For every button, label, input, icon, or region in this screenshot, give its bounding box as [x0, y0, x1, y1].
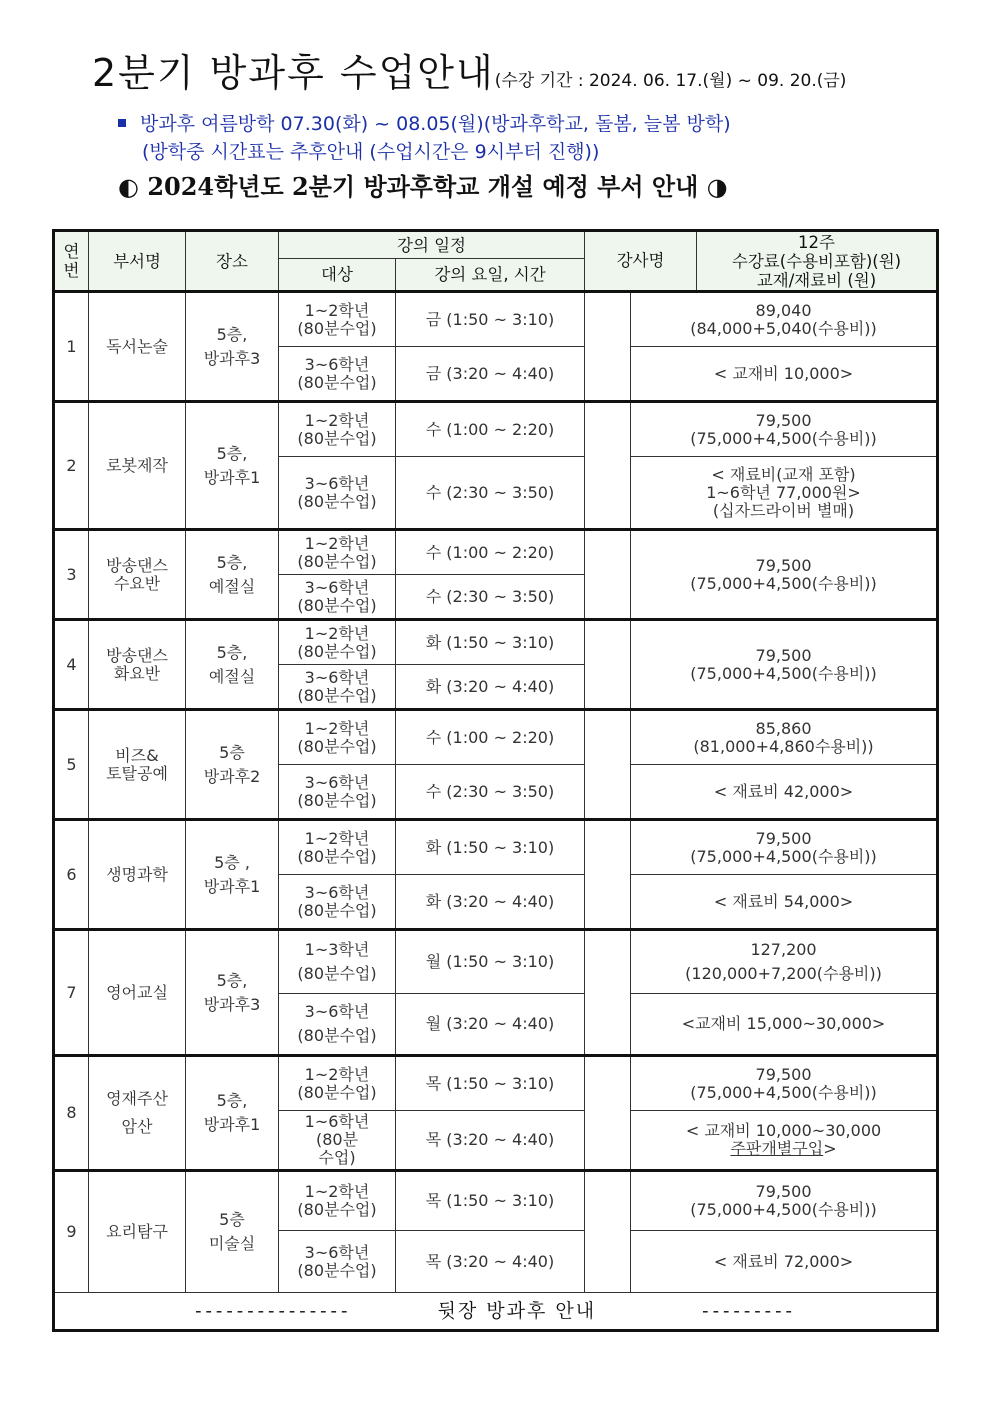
header-target: 대상	[279, 259, 396, 292]
fee: 79,500 (75,000+4,500(수용비))	[631, 820, 938, 875]
fee: 89,040 (84,000+5,040(수용비))	[631, 292, 938, 347]
class-time: 목 (3:20 ~ 4:40)	[396, 1111, 585, 1171]
class-time: 금 (3:20 ~ 4:40)	[396, 347, 585, 402]
material-fee: <교재비 15,000~30,000>	[631, 994, 938, 1056]
target: 3~6학년 (80분수업)	[279, 665, 396, 710]
target: 3~6학년 (80분수업)	[279, 347, 396, 402]
place: 5층, 방과후1	[186, 1056, 279, 1171]
target: 3~6학년 (80분수업)	[279, 765, 396, 820]
place: 5층 , 방과후1	[186, 820, 279, 930]
row-number: 6	[54, 820, 89, 930]
row-number: 5	[54, 710, 89, 820]
section-subtitle	[118, 167, 728, 202]
title-main: 2분기 방과후 수업안내	[92, 51, 495, 95]
instructor	[585, 530, 631, 620]
material-fee: < 교재비 10,000>	[631, 347, 938, 402]
header-place: 장소	[186, 231, 279, 292]
table-row	[54, 710, 938, 765]
header-dept: 부서명	[89, 231, 186, 292]
instructor	[585, 292, 631, 402]
place: 5층 미술실	[186, 1171, 279, 1293]
header-instructor: 강사명	[585, 232, 697, 290]
table-row	[54, 292, 938, 347]
class-time: 화 (1:50 ~ 3:10)	[396, 620, 585, 665]
header-time: 강의 요일, 시간	[396, 259, 585, 292]
target: 3~6학년 (80분수업)	[279, 875, 396, 930]
course-table	[52, 229, 939, 1332]
table-row	[54, 620, 938, 665]
back-page-notice	[54, 1293, 938, 1331]
target: 3~6학년 (80분수업)	[279, 1231, 396, 1293]
instructor	[585, 710, 631, 820]
dept-name: 영재주산 암산	[89, 1056, 186, 1171]
target: 3~6학년 (80분수업)	[279, 994, 396, 1056]
target: 1~2학년 (80분수업)	[279, 1171, 396, 1231]
fee: 127,200 (120,000+7,200(수용비))	[631, 930, 938, 994]
class-time: 금 (1:50 ~ 3:10)	[396, 292, 585, 347]
class-time: 수 (1:00 ~ 2:20)	[396, 530, 585, 575]
place: 5층, 예절실	[186, 530, 279, 620]
vacation-notice	[118, 110, 731, 166]
target: 1~6학년 (80분 수업)	[279, 1111, 396, 1171]
footer-text: 뒷장 방과후 안내	[437, 1300, 597, 1322]
course-period: (수강 기간 : 2024. 06. 17.(월) ~ 09. 20.(금)	[494, 71, 847, 91]
target: 1~2학년 (80분수업)	[279, 820, 396, 875]
material-fee: < 재료비(교재 포함) 1~6학년 77,000원> (십자드라이버 별매)	[631, 457, 938, 530]
target: 1~2학년 (80분수업)	[279, 402, 396, 457]
target: 1~2학년 (80분수업)	[279, 620, 396, 665]
class-time: 화 (3:20 ~ 4:40)	[396, 665, 585, 710]
notice-line-2: (방학중 시간표는 추후안내 (수업시간은 9시부터 진행))	[142, 141, 600, 163]
table-row	[54, 402, 938, 457]
fee: 85,860 (81,000+4,860수용비))	[631, 710, 938, 765]
table-row	[54, 930, 938, 994]
footer-dashes-right: ---------	[702, 1300, 796, 1322]
class-time: 목 (1:50 ~ 3:10)	[396, 1171, 585, 1231]
half-circle-left-icon: ◐	[118, 173, 139, 201]
place: 5층 방과후2	[186, 710, 279, 820]
dept-name: 비즈& 토탈공예	[89, 710, 186, 820]
fee: 79,500 (75,000+4,500(수용비))	[631, 620, 938, 710]
instructor	[585, 820, 631, 930]
target: 3~6학년 (80분수업)	[279, 457, 396, 530]
target: 1~2학년 (80분수업)	[279, 1056, 396, 1111]
subtitle-text: 2024학년도 2분기 방과후학교 개설 예정 부서 안내	[147, 172, 699, 201]
header-schedule: 강의 일정	[279, 231, 585, 259]
square-bullet-icon	[118, 119, 126, 127]
table-row	[54, 530, 938, 575]
target: 1~3학년 (80분수업)	[279, 930, 396, 994]
class-time: 수 (2:30 ~ 3:50)	[396, 765, 585, 820]
row-number: 9	[54, 1171, 89, 1293]
row-number: 4	[54, 620, 89, 710]
class-time: 목 (1:50 ~ 3:10)	[396, 1056, 585, 1111]
instructor	[585, 930, 631, 1056]
class-time: 화 (3:20 ~ 4:40)	[396, 875, 585, 930]
material-fee: < 재료비 54,000>	[631, 875, 938, 930]
dept-name: 독서논술	[89, 292, 186, 402]
fee: 79,500 (75,000+4,500(수용비))	[631, 1171, 938, 1231]
dept-name: 로봇제작	[89, 402, 186, 530]
table-footer-row	[54, 1293, 938, 1331]
place: 5층, 방과후3	[186, 930, 279, 1056]
page-title	[92, 42, 846, 97]
target: 1~2학년 (80분수업)	[279, 530, 396, 575]
header-no: 연번	[54, 231, 89, 292]
instructor	[585, 620, 631, 710]
notice-line-1: 방과후 여름방학 07.30(화) ~ 08.05(월)(방과후학교, 돌봄, 늘봄 방학)	[140, 113, 731, 135]
class-time: 수 (2:30 ~ 3:50)	[396, 457, 585, 530]
dept-name: 영어교실	[89, 930, 186, 1056]
place: 5층, 방과후3	[186, 292, 279, 402]
header-fee: 12주 수강료(수용비포함)(원) 교재/재료비 (원)	[697, 232, 937, 290]
dept-name: 방송댄스 화요반	[89, 620, 186, 710]
table-row	[54, 1171, 938, 1231]
table-row	[54, 820, 938, 875]
class-time: 월 (1:50 ~ 3:10)	[396, 930, 585, 994]
target: 1~2학년 (80분수업)	[279, 710, 396, 765]
half-circle-right-icon: ◑	[706, 173, 728, 201]
dept-name: 요리탐구	[89, 1171, 186, 1293]
instructor	[585, 1171, 631, 1293]
target: 3~6학년 (80분수업)	[279, 575, 396, 620]
row-number: 2	[54, 402, 89, 530]
row-number: 8	[54, 1056, 89, 1171]
fee: 79,500 (75,000+4,500(수용비))	[631, 530, 938, 620]
instructor	[585, 1056, 631, 1171]
class-time: 수 (1:00 ~ 2:20)	[396, 710, 585, 765]
dept-name: 방송댄스 수요반	[89, 530, 186, 620]
fee: 79,500 (75,000+4,500(수용비))	[631, 402, 938, 457]
class-time: 수 (2:30 ~ 3:50)	[396, 575, 585, 620]
place: 5층, 예절실	[186, 620, 279, 710]
footer-dashes-left: ---------------	[195, 1300, 352, 1322]
class-time: 화 (1:50 ~ 3:10)	[396, 820, 585, 875]
material-fee: < 재료비 42,000>	[631, 765, 938, 820]
header-fee-group	[585, 231, 938, 292]
table-row	[54, 1056, 938, 1111]
row-number: 7	[54, 930, 89, 1056]
instructor	[585, 402, 631, 530]
material-fee: < 재료비 72,000>	[631, 1231, 938, 1293]
class-time: 수 (1:00 ~ 2:20)	[396, 402, 585, 457]
class-time: 목 (3:20 ~ 4:40)	[396, 1231, 585, 1293]
material-fee: < 교재비 10,000~30,000 주판개별구입>	[631, 1111, 938, 1171]
class-time: 월 (3:20 ~ 4:40)	[396, 994, 585, 1056]
target: 1~2학년 (80분수업)	[279, 292, 396, 347]
row-number: 1	[54, 292, 89, 402]
dept-name: 생명과학	[89, 820, 186, 930]
fee: 79,500 (75,000+4,500(수용비))	[631, 1056, 938, 1111]
place: 5층, 방과후1	[186, 402, 279, 530]
row-number: 3	[54, 530, 89, 620]
